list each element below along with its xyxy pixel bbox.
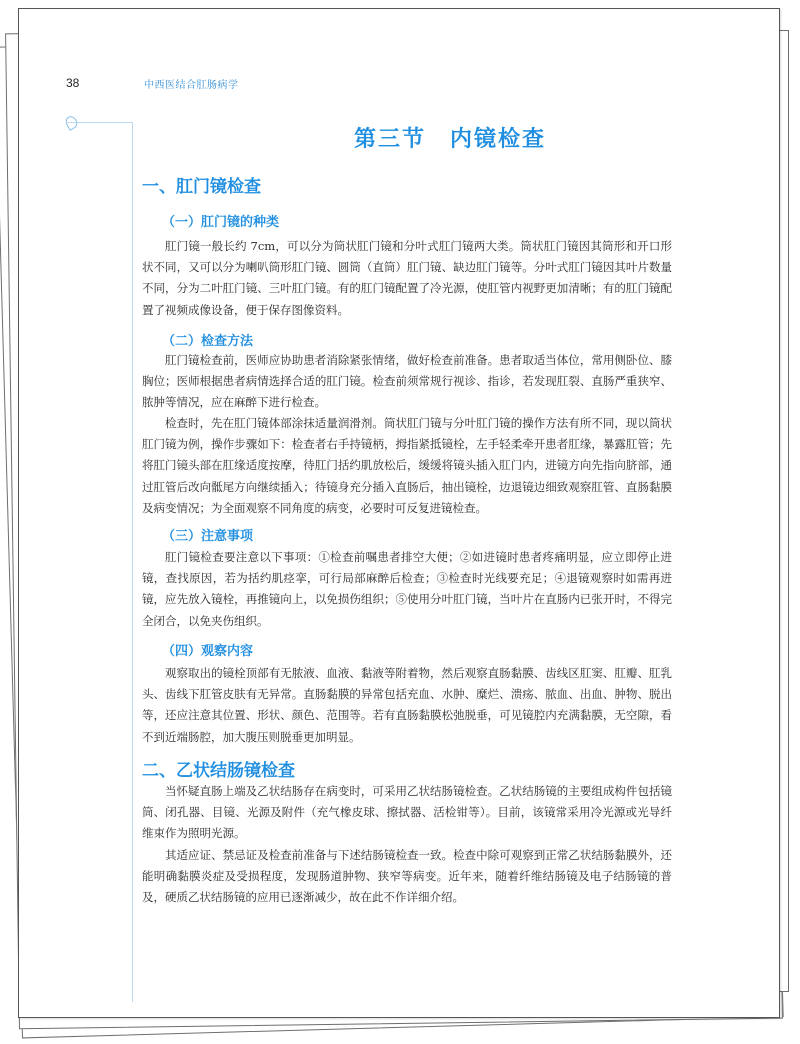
subheading-precautions: （三）注意事项 bbox=[162, 529, 254, 544]
paragraph-preparation: 肛门镜检查前，医师应协助患者消除紧张情绪，做好检查前准备。患者取适当体位，常用侧卧位、膝胸位；医师根据患者病情选择合适的肛门镜。检查前须常规行视诊、指诊，若发现肛裂、直肠严重狭窄、脓肿等情况，应在麻醉下进行检查。 bbox=[142, 353, 672, 410]
paragraph-sigmoidoscope: 当怀疑直肠上端及乙状结肠存在病变时，可采用乙状结肠镜检查。乙状结肠镜的主要组成构件包括镜筒、闭孔器、目镜、光源及附件（充气橡皮球、擦拭器、活检钳等）。目前，该镜常采用冷光源或光导纤维束作为照明光源。 bbox=[142, 784, 672, 841]
subheading-method: （二）检查方法 bbox=[162, 334, 254, 349]
paragraph-types: 肛门镜一般长约 7cm，可以分为筒状肛门镜和分叶式肛门镜两大类。筒状肛门镜因其筒形和开口形状不同，又可以分为喇叭筒形肛门镜、圆筒（直筒）肛门镜、缺边肛门镜等。分叶式肛门镜因其叶片数量不同，分为二叶肛门镜、三叶肛门镜。有的肛门镜配置了冷光源，使肛管内视野更加清晰；有的肛门镜配置了视频成像设备，便于保存图像资料。 bbox=[142, 239, 672, 317]
paragraph-observation: 观察取出的镜栓顶部有无脓液、血液、黏液等附着物，然后观察直肠黏膜、齿线区肛窦、肛瓣、肛乳头、齿线下肛管皮肤有无异常。直肠黏膜的异常包括充血、水肿、糜烂、溃疡、脓血、出血、肿物、脱出等，还应注意其位置、形状、颜色、范围等。若有直肠黏膜松弛脱垂，可见镜腔内充满黏膜，无空隙，看不到近端肠腔，加大腹压则脱垂更加明显。 bbox=[142, 666, 672, 744]
heading-sigmoidoscopy: 二、乙状结肠镜检查 bbox=[142, 761, 295, 781]
margin-rule-vertical bbox=[132, 122, 133, 1002]
page-number: 38 bbox=[66, 76, 80, 90]
background-page-edge bbox=[780, 30, 789, 992]
running-head: 中西医结合肛肠病学 bbox=[144, 80, 239, 91]
subheading-types: （一）肛门镜的种类 bbox=[162, 215, 280, 230]
paragraph-precautions: 肛门镜检查要注意以下事项：①检查前嘱患者排空大便；②如进镜时患者疼痛明显，应立即停止进镜，查找原因，若为括约肌痉挛，可行局部麻醉后检查；③检查时光线要充足；④退镜观察时如需再进镜，应先放入镜栓，再推镜向上，以免损伤组织；⑤使用分叶肛门镜，当叶片在直肠内已张开时，不得完全闭合，以免夹伤组织。 bbox=[142, 550, 672, 628]
section-title: 第三节 内镜检查 bbox=[353, 127, 546, 152]
paragraph-indications: 其适应证、禁忌证及检查前准备与下述结肠镜检查一致。检查中除可观察到正常乙状结肠黏膜外，还能明确黏膜炎症及受损程度，发现肠道肿物、狭窄等病变。近年来，随着纤维结肠镜及电子结肠镜的普及，硬质乙状结肠镜的应用已逐渐减少，故在此不作详细介绍。 bbox=[142, 848, 672, 905]
paragraph-procedure: 检查时，先在肛门镜体部涂抹适量润滑剂。筒状肛门镜与分叶肛门镜的操作方法有所不同，现以筒状肛门镜为例，操作步骤如下：检查者右手持镜柄，拇指紧抵镜栓，左手轻柔牵开患者肛缘，暴露肛管；先将肛门镜头部在肛缘适度按摩，待肛门括约肌放松后，缓缓将镜头插入肛门内，进镜方向先指向脐部，通过肛管后改向骶尾方向继续插入；待镜身充分插入直肠后，抽出镜栓，边退镜边细致观察肛管、直肠黏膜及病变情况；为全面观察不同角度的病变，必要时可反复进镜检查。 bbox=[142, 416, 672, 515]
margin-rule-horizontal bbox=[66, 122, 132, 123]
subheading-observation: （四）观察内容 bbox=[162, 644, 254, 659]
heading-anoscopy: 一、肛门镜检查 bbox=[142, 177, 261, 197]
